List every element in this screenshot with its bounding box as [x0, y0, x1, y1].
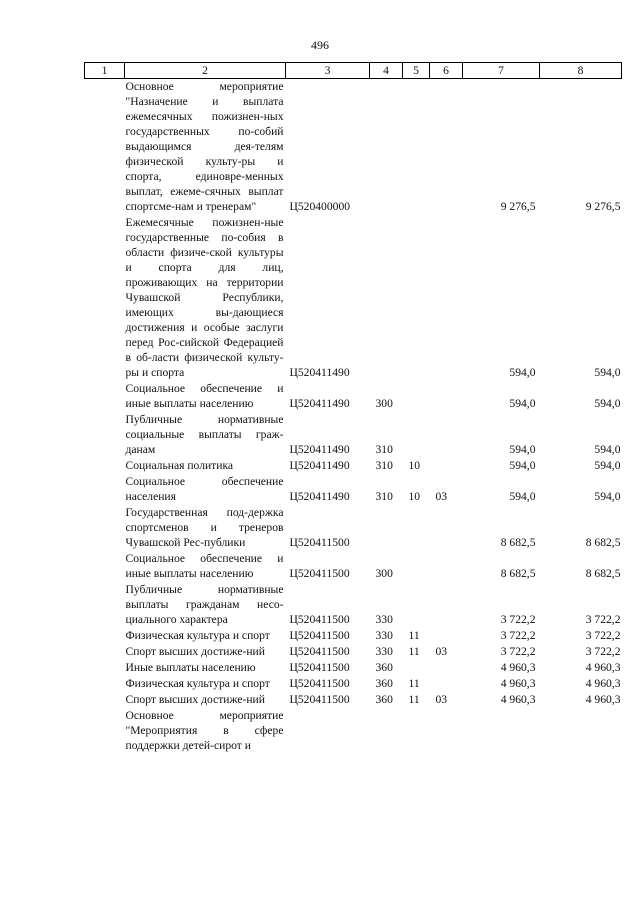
item-name: Публичные нормативные выплаты гражданам несо-циального характера: [125, 583, 284, 626]
expense-type-code: 310: [375, 459, 393, 472]
row-number-cell: [85, 644, 125, 660]
amount-col7: 594,0: [509, 459, 536, 472]
budget-code: Ц520411490: [289, 443, 350, 456]
amount-col8: 3 722,2: [585, 629, 621, 642]
expense-type-code: [370, 708, 403, 754]
amount-col7: 4 960,3: [500, 693, 536, 706]
budget-code: Ц520411490: [289, 397, 350, 410]
item-name: Государственная под-держка спортсменов и тренеров Чувашской Рес-публики: [125, 506, 284, 549]
amount-col8: 594,0: [594, 459, 621, 472]
header-row: [85, 63, 622, 79]
header-cell-1: 1: [85, 63, 125, 79]
table-row: [85, 381, 622, 412]
budget-code: Ц520411500: [289, 677, 350, 690]
row-number-cell: [85, 551, 125, 582]
row-number-cell: [85, 412, 125, 458]
amount-col7: 594,0: [509, 366, 536, 379]
budget-code: Ц520411500: [289, 567, 350, 580]
expense-type-code: [370, 215, 403, 381]
budget-code: Ц520411500: [289, 661, 350, 674]
row-number-cell: [85, 676, 125, 692]
item-name: Физическая культура и спорт: [125, 629, 270, 642]
item-name: Иные выплаты населению: [125, 661, 256, 674]
amount-col7: 3 722,2: [500, 645, 536, 658]
expense-type-code: 310: [375, 443, 393, 456]
table-row: [85, 79, 622, 216]
expense-type-code: [370, 505, 403, 551]
budget-code: Ц520400000: [289, 200, 351, 213]
section-code: 11: [408, 629, 420, 642]
item-name: Физическая культура и спорт: [125, 677, 270, 690]
budget-table: [84, 62, 622, 754]
amount-col7: 8 682,5: [500, 536, 536, 549]
amount-col8: 4 960,3: [585, 661, 621, 674]
table-row: [85, 551, 622, 582]
amount-col8: 594,0: [594, 443, 621, 456]
amount-col7: 594,0: [509, 397, 536, 410]
amount-col8: 8 682,5: [585, 536, 621, 549]
page-number: 496: [311, 38, 329, 52]
expense-type-code: 330: [375, 629, 393, 642]
header-cell-5: 5: [403, 63, 430, 79]
table-row: [85, 505, 622, 551]
amount-col8: [540, 708, 622, 754]
row-number-cell: [85, 582, 125, 628]
subsection-code: [430, 458, 463, 474]
table-body: [85, 79, 622, 755]
subsection-code: [430, 215, 463, 381]
expense-type-code: 330: [375, 613, 393, 626]
row-number-cell: [85, 381, 125, 412]
subsection-code: [430, 381, 463, 412]
table-row: [85, 458, 622, 474]
subsection-code: 03: [435, 645, 448, 658]
table-row: [85, 692, 622, 708]
amount-col8: 9 276,5: [585, 200, 621, 213]
table-row: [85, 660, 622, 676]
table-header: [85, 63, 622, 79]
budget-code: [286, 708, 370, 754]
section-code: [403, 582, 430, 628]
header-cell-7: 7: [463, 63, 540, 79]
header-cell-2: 2: [125, 63, 286, 79]
item-name: Социальное обеспечение населения: [125, 475, 284, 503]
row-number-cell: [85, 79, 125, 216]
budget-code: Ц520411490: [289, 366, 350, 379]
row-number-cell: [85, 505, 125, 551]
expense-type-code: [370, 79, 403, 216]
subsection-code: [430, 412, 463, 458]
table-row: [85, 412, 622, 458]
subsection-code: 03: [435, 693, 448, 706]
subsection-code: [430, 628, 463, 644]
section-code: 11: [408, 677, 420, 690]
header-cell-6: 6: [430, 63, 463, 79]
item-name: Социальное обеспечение и иные выплаты населению: [125, 552, 284, 580]
budget-code: Ц520411490: [289, 459, 350, 472]
amount-col7: 594,0: [509, 443, 536, 456]
amount-col8: 4 960,3: [585, 693, 621, 706]
expense-type-code: 330: [375, 645, 393, 658]
subsection-code: [430, 582, 463, 628]
section-code: 11: [408, 645, 420, 658]
amount-col7: [463, 708, 540, 754]
section-code: [403, 660, 430, 676]
amount-col7: 9 276,5: [500, 200, 536, 213]
subsection-code: [430, 660, 463, 676]
section-code: [403, 381, 430, 412]
expense-type-code: 360: [375, 661, 393, 674]
header-cell-8: 8: [540, 63, 622, 79]
subsection-code: [430, 505, 463, 551]
amount-col8: 8 682,5: [585, 567, 621, 580]
expense-type-code: 360: [375, 693, 393, 706]
item-name: Публичные нормативные социальные выплаты граж-данам: [125, 413, 284, 456]
row-number-cell: [85, 474, 125, 505]
section-code: [403, 215, 430, 381]
subsection-code: [430, 708, 463, 754]
amount-col7: 8 682,5: [500, 567, 536, 580]
expense-type-code: 300: [375, 397, 393, 410]
header-cell-3: 3: [286, 63, 370, 79]
row-number-cell: [85, 660, 125, 676]
table-row: [85, 628, 622, 644]
budget-code: Ц520411500: [289, 693, 350, 706]
item-name: Спорт высших достиже-ний: [125, 645, 265, 658]
amount-col7: 4 960,3: [500, 661, 536, 674]
budget-code: Ц520411500: [289, 629, 350, 642]
item-name: Основное мероприятие "Мероприятия в сфере поддержки детей-сирот и: [125, 709, 284, 752]
subsection-code: [430, 676, 463, 692]
item-name: Социальное обеспечение и иные выплаты населению: [125, 382, 284, 410]
table-row: [85, 474, 622, 505]
amount-col8: 3 722,2: [585, 645, 621, 658]
amount-col8: 594,0: [594, 366, 621, 379]
section-code: 10: [408, 490, 421, 503]
section-code: [403, 79, 430, 216]
row-number-cell: [85, 458, 125, 474]
table-row: [85, 644, 622, 660]
expense-type-code: 310: [375, 490, 393, 503]
row-number-cell: [85, 628, 125, 644]
row-number-cell: [85, 708, 125, 754]
header-cell-4: 4: [370, 63, 403, 79]
amount-col8: 594,0: [594, 490, 621, 503]
amount-col8: 4 960,3: [585, 677, 621, 690]
budget-code: Ц520411500: [289, 536, 350, 549]
section-code: [403, 708, 430, 754]
budget-code: Ц520411500: [289, 645, 350, 658]
item-name: Спорт высших достиже-ний: [125, 693, 265, 706]
amount-col8: 594,0: [594, 397, 621, 410]
section-code: [403, 551, 430, 582]
item-name: Социальная политика: [125, 459, 234, 472]
amount-col8: 3 722,2: [585, 613, 621, 626]
row-number-cell: [85, 692, 125, 708]
amount-col7: 3 722,2: [500, 613, 536, 626]
section-code: [403, 412, 430, 458]
table-row: [85, 215, 622, 381]
budget-code: Ц520411500: [289, 613, 350, 626]
row-number-cell: [85, 215, 125, 381]
subsection-code: [430, 79, 463, 216]
amount-col7: 594,0: [509, 490, 536, 503]
table-row: [85, 582, 622, 628]
expense-type-code: 300: [375, 567, 393, 580]
section-code: [403, 505, 430, 551]
table-row: [85, 708, 622, 754]
item-name: Ежемесячные пожизнен-ные государственные по-собия в области физиче-ской культуры и спорта для лиц, проживающих на территории Чувашской Республики, имеющих вы-дающиеся достижения и особые заслуги перед Рос-сийской Федерацией в об-ласти физической культу-ры и спорта: [125, 216, 284, 379]
budget-code: Ц520411490: [289, 490, 350, 503]
subsection-code: [430, 551, 463, 582]
expense-type-code: 360: [375, 677, 393, 690]
amount-col7: 3 722,2: [500, 629, 536, 642]
item-name: Основное мероприятие "Назначение и выплата ежемесячных пожизнен-ных государственных по-собий выдающимся дея-телям физической культу-ры и спорта, единовре-менных выплат, ежеме-сячных выплат спортсме-нам и тренерам": [125, 80, 284, 213]
subsection-code: 03: [435, 490, 448, 503]
table-row: [85, 676, 622, 692]
amount-col7: 4 960,3: [500, 677, 536, 690]
section-code: 11: [408, 693, 420, 706]
section-code: 10: [408, 459, 421, 472]
